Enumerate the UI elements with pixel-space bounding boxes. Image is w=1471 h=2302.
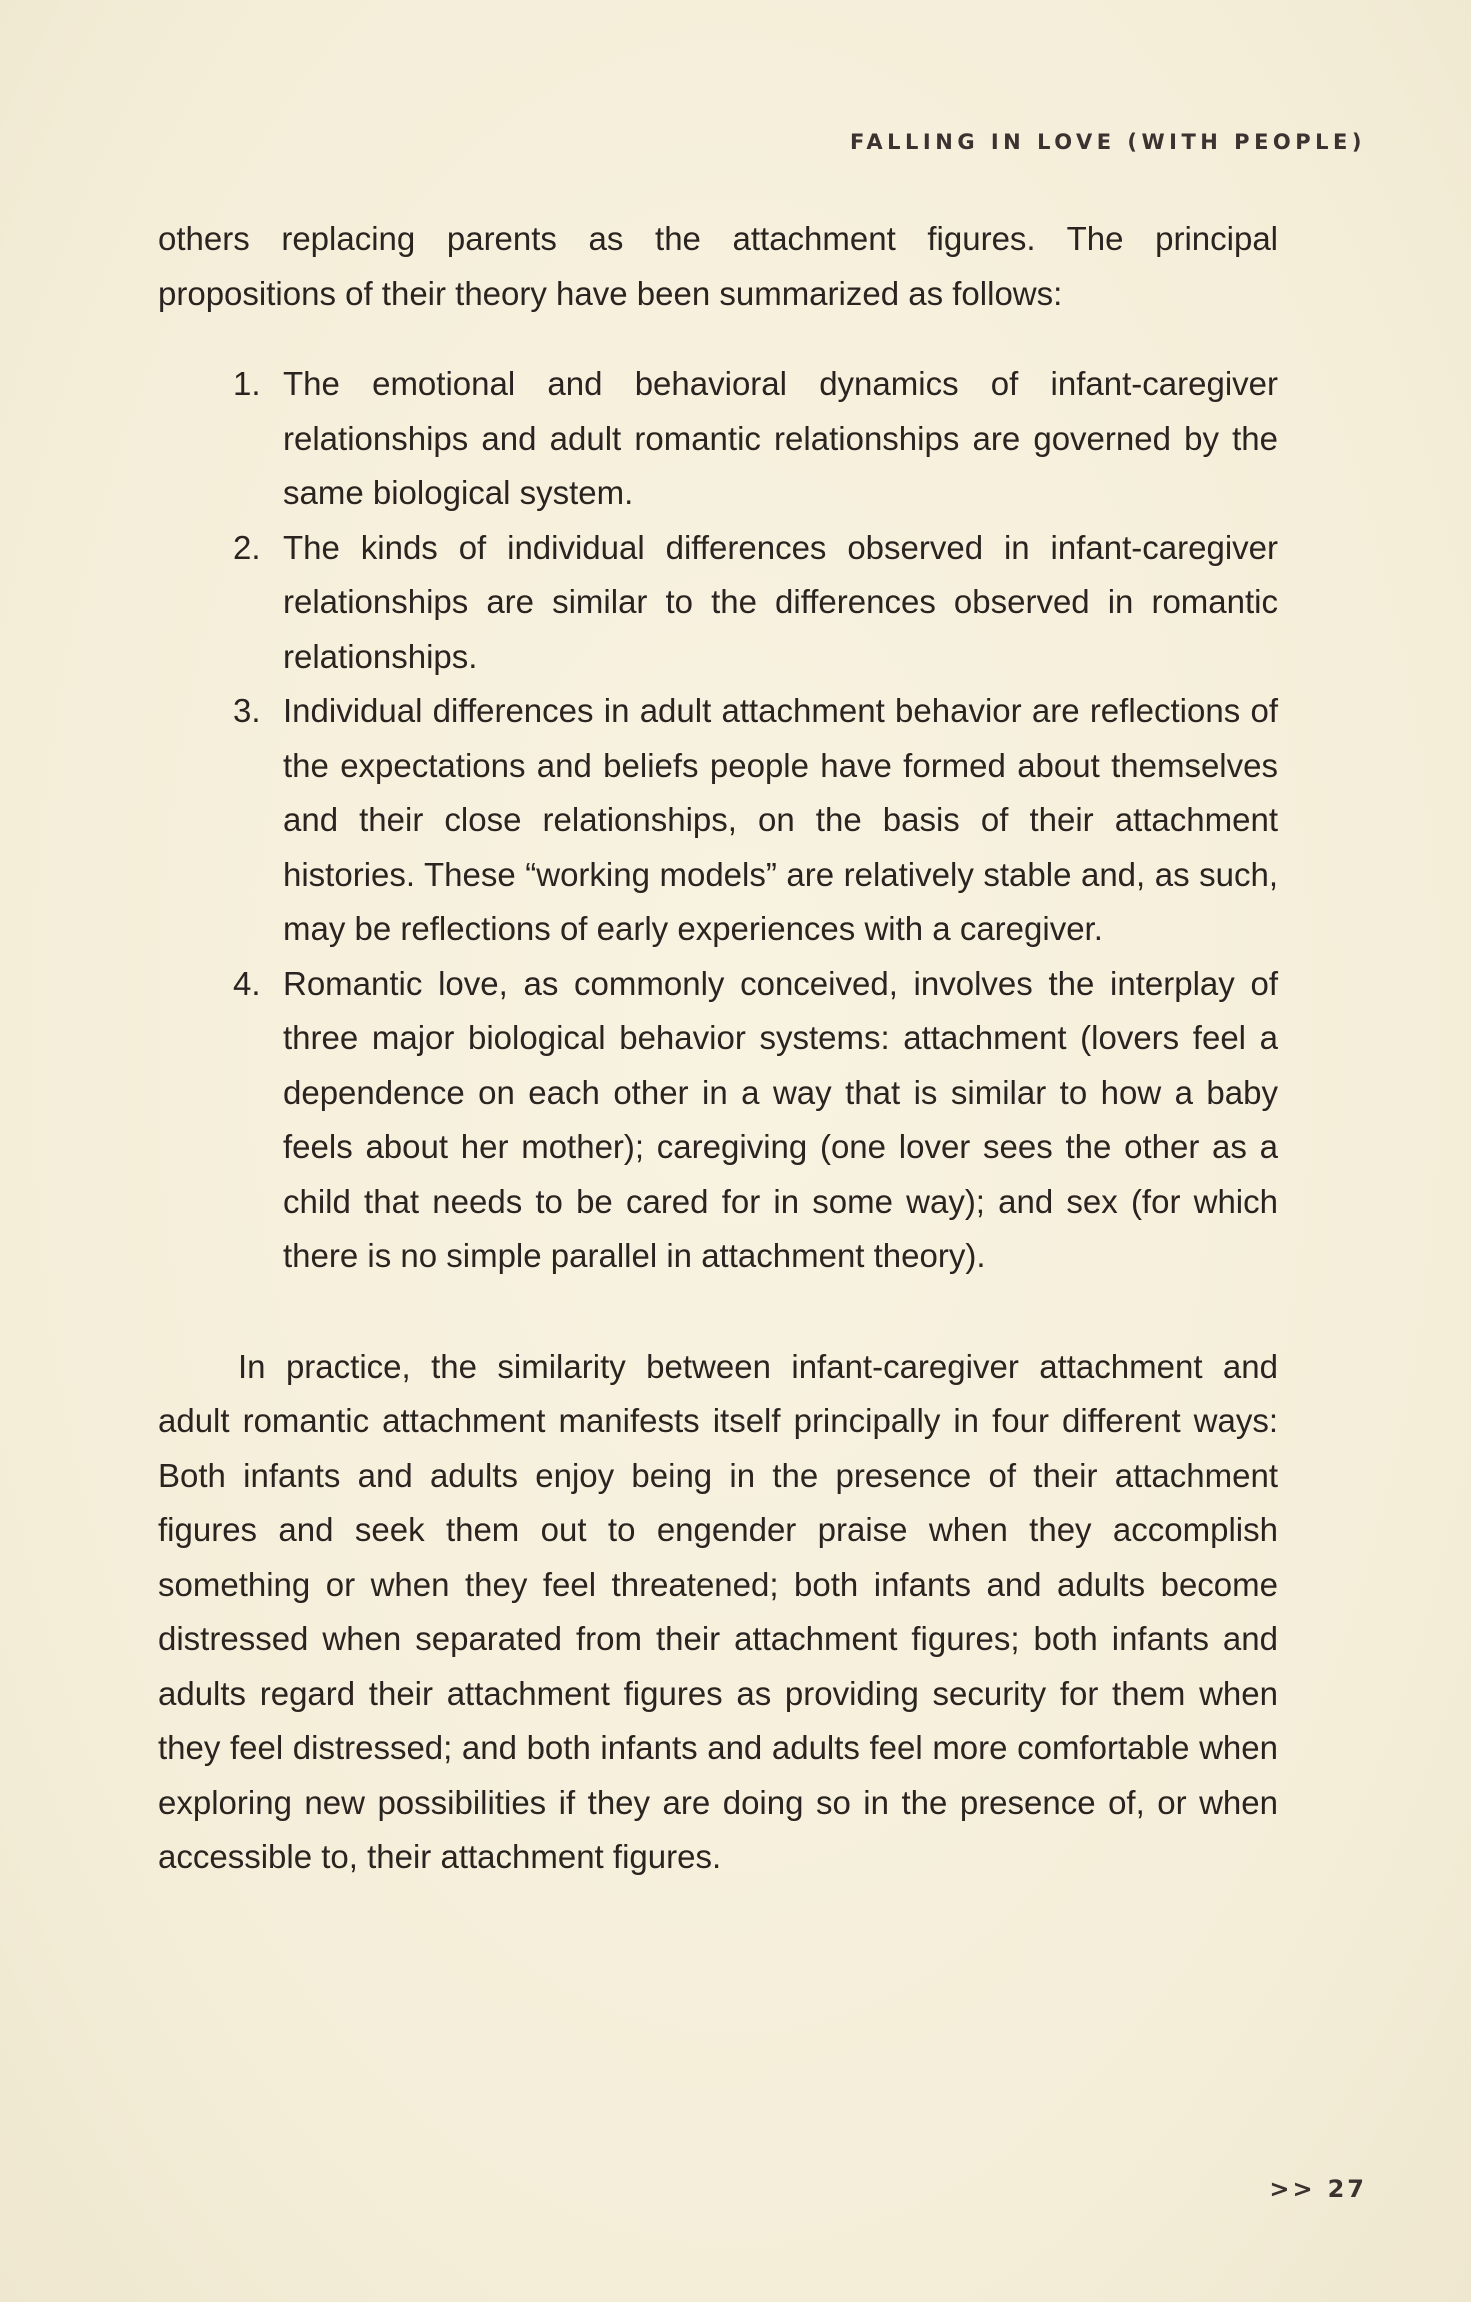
page-folio: [1269, 2175, 1367, 2203]
list-item: [158, 521, 1278, 685]
body-text: [158, 212, 1278, 1885]
list-item-text: Individual differences in adult attachment behavior are reflections of the expectations and beliefs people have formed about themselves and their close relationships, on the basis of their attachment histories. These “working models” are relatively stable and, as such, may be reflections of early experiences with a caregiver.: [283, 692, 1278, 947]
list-item-text: The kinds of individual differences observed in infant-caregiver relationships are similar to the differences observed in romantic relationships.: [283, 528, 1278, 675]
list-item-number: 1.: [233, 365, 261, 402]
list-item-number: 2.: [233, 528, 261, 566]
list-item-number: 4.: [233, 964, 261, 1002]
folio-arrows: >>: [1269, 2175, 1316, 2203]
list-item-number: 3.: [233, 692, 261, 729]
list-item-text: The emotional and behavioral dynamics of infant-caregiver relationships and adult romantic relationships are governed by the same biological system.: [283, 365, 1278, 511]
list-item: [158, 357, 1278, 521]
list-item: [158, 957, 1278, 1284]
running-head: FALLING IN LOVE (WITH PEOPLE): [849, 130, 1366, 154]
propositions-list: [158, 357, 1278, 1284]
list-item: [158, 684, 1278, 957]
intro-paragraph: others replacing parents as the attachment figures. The principal propositions of their theory have been summarized as follows:: [158, 220, 1278, 312]
page-number: 27: [1327, 2175, 1367, 2203]
closing-paragraph: In practice, the similarity between infant-caregiver attachment and adult romantic attachment manifests itself principally in four different ways: Both infants and adults enjoy being in the presence of their attachment figures and seek them out to engender praise when they accomplish something or when they feel threatened; both infants and adults become distressed when separated from their attachment figures; both infants and adults regard their attachment figures as providing security for them when they feel distressed; and both infants and adults feel more comfortable when exploring new possibilities if they are doing so in the presence of, or when accessible to, their attachment figures.: [158, 1347, 1278, 1875]
list-item-text: Romantic love, as commonly conceived, involves the interplay of three major biological behavior systems: attachment (lovers feel a dependence on each other in a way that is similar to how a baby feels about her mother); caregiving (one lover sees the other as a child that needs to be cared for in some way); and sex (for which there is no simple parallel in attachment theory).: [283, 964, 1278, 1274]
